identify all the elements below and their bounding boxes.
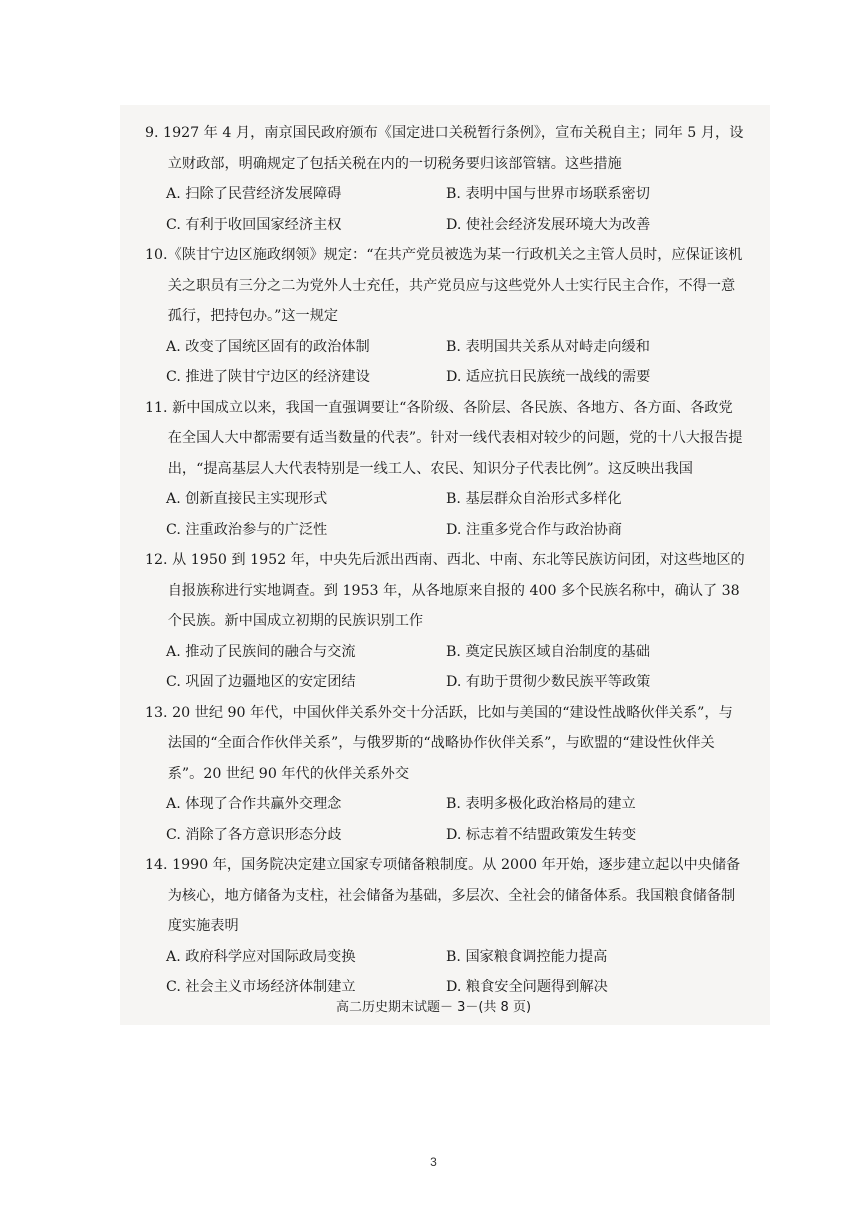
options xyxy=(145,942,745,1003)
option-c: C. 注重政治参与的广泛性 xyxy=(166,521,328,538)
question-11 xyxy=(145,393,745,546)
question-stem: 12. 从 1950 到 1952 年，中央先后派出西南、西北、中南、东北等民族访问团，对这些地区的自报族称进行实地调查。到 1953 年，从各地原来自报的 400 多个民族名称中，确认了 38 个民族。新中国成立初期的民族识别工作 xyxy=(145,552,745,629)
options xyxy=(145,332,745,393)
page-footer: 高二历史期末试题－ 3－(共 8 页) xyxy=(335,1000,532,1015)
question-stem: 11. 新中国成立以来，我国一直强调要让“各阶级、各阶层、各民族、各地方、各方面、各政党在全国人大中都需要有适当数量的代表”。针对一线代表相对较少的问题，党的十八大报告提出，“提高基层人大代表特别是一线工人、农民、知识分子代表比例”。这反映出我国 xyxy=(145,399,743,477)
option-c: C. 巩固了边疆地区的安定团结 xyxy=(166,674,356,690)
option-b: B. 表明多极化政治格局的建立 xyxy=(446,796,636,812)
option-b: B. 国家粮食调控能力提高 xyxy=(446,948,608,965)
option-a: A. 扫除了民营经济发展障碍 xyxy=(166,186,342,202)
option-d: D. 适应抗日民族统一战线的需要 xyxy=(446,369,651,385)
question-list xyxy=(145,118,745,1003)
option-c: C. 社会主义市场经济体制建立 xyxy=(166,979,356,995)
option-d: D. 有助于贯彻少数民族平等政策 xyxy=(446,674,651,690)
option-c: C. 推进了陕甘宁边区的经济建设 xyxy=(166,369,370,385)
options xyxy=(145,484,745,545)
question-14 xyxy=(145,850,745,1003)
option-d: D. 粮食安全问题得到解决 xyxy=(446,979,608,995)
option-a: A. 创新直接民主实现形式 xyxy=(166,491,328,507)
question-9 xyxy=(145,118,745,240)
question-13 xyxy=(145,698,745,851)
option-d: D. 标志着不结盟政策发生转变 xyxy=(446,826,637,843)
question-stem: 9. 1927 年 4 月，南京国民政府颁布《国定进口关税暂行条例》，宣布关税自主；同年 5 月，设立财政部，明确规定了包括关税在内的一切税务要归该部管辖。这些措施 xyxy=(145,125,744,172)
options xyxy=(145,637,745,698)
option-a: A. 政府科学应对国际政局变换 xyxy=(166,948,356,965)
option-b: B. 奠定民族区域自治制度的基础 xyxy=(446,643,650,660)
option-a: A. 体现了合作共赢外交理念 xyxy=(166,796,342,812)
option-b: B. 表明中国与世界市场联系密切 xyxy=(446,186,650,202)
question-stem: 10.《陕甘宁边区施政纲领》规定：“在共产党员被选为某一行政机关之主管人员时，应保证该机关之职员有三分之二为党外人士充任，共产党员应与这些党外人士实行民主合作，不得一意孤行，把持包办。”这一规定 xyxy=(145,247,743,324)
option-a: A. 推动了民族间的融合与交流 xyxy=(166,643,356,660)
question-10 xyxy=(145,240,745,393)
option-c: C. 消除了各方意识形态分歧 xyxy=(166,826,342,843)
option-b: B. 表明国共关系从对峙走向缓和 xyxy=(446,338,650,355)
question-stem: 14. 1990 年，国务院决定建立国家专项储备粮制度。从 2000 年开始，逐步建立起以中央储备为核心，地方储备为支柱，社会储备为基础，多层次、全社会的储备体系。我国粮食储备制度实施表明 xyxy=(145,857,741,934)
options xyxy=(145,789,745,850)
option-b: B. 基层群众自治形式多样化 xyxy=(446,491,622,507)
page-number: 3 xyxy=(430,1155,437,1169)
question-12 xyxy=(145,545,745,698)
option-d: D. 注重多党合作与政治协商 xyxy=(446,521,622,538)
option-d: D. 使社会经济发展环境大为改善 xyxy=(446,216,651,233)
question-stem: 13. 20 世纪 90 年代，中国伙伴关系外交十分活跃，比如与美国的“建设性战略伙伴关系”，与法国的“全面合作伙伴关系”，与俄罗斯的“战略协作伙伴关系”，与欧盟的“建设性伙伴关系”。20 世纪 90 年代的伙伴关系外交 xyxy=(145,704,733,782)
option-a: A. 改变了国统区固有的政治体制 xyxy=(166,338,370,355)
options xyxy=(145,179,745,240)
option-c: C. 有利于收回国家经济主权 xyxy=(166,216,342,233)
